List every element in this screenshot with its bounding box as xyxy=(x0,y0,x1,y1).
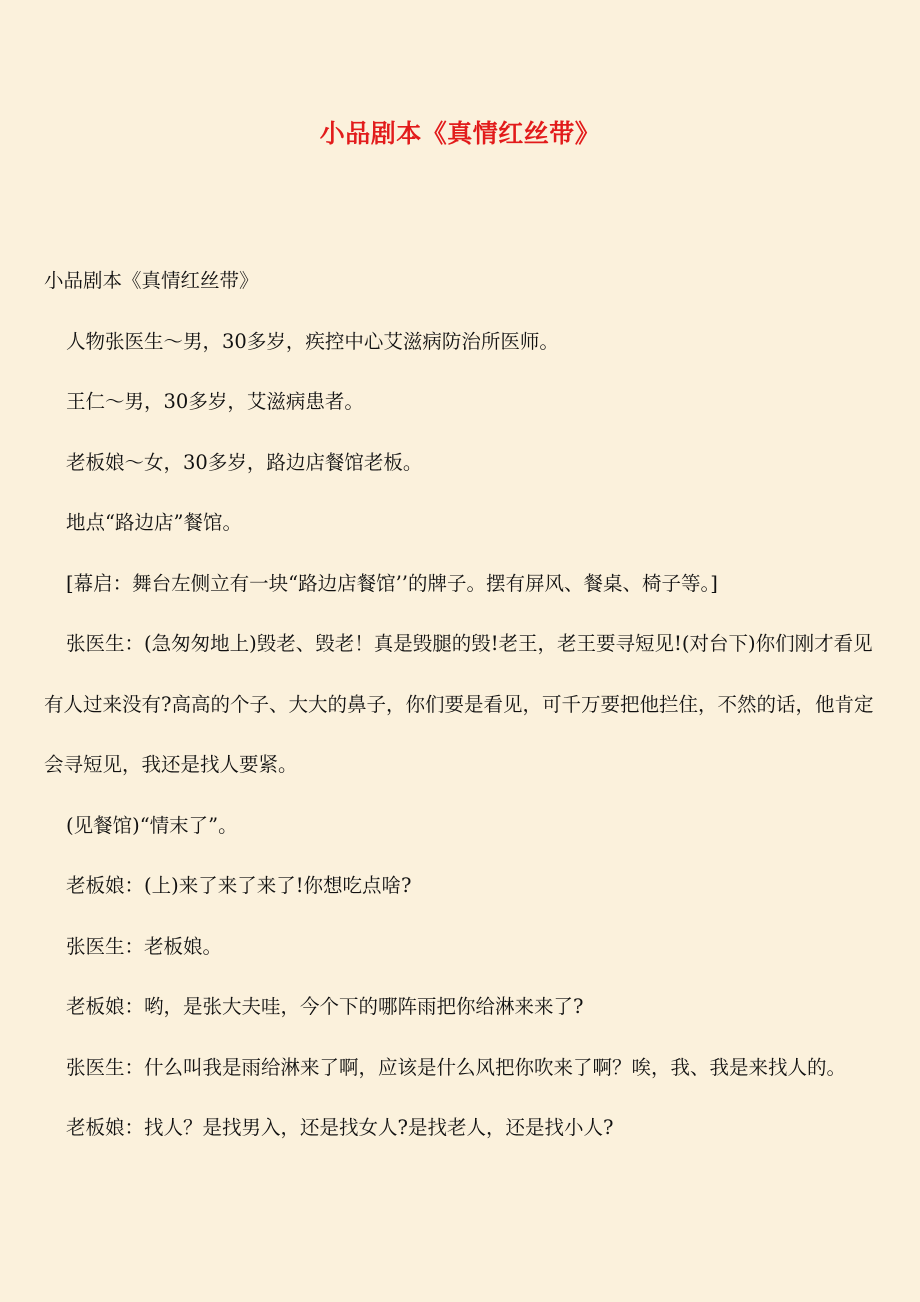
dialogue-line: 张医生：什么叫我是雨给淋来了啊，应该是什么风把你吹来了啊？唉，我、我是来找人的。 xyxy=(66,1055,847,1079)
script-heading: 小品剧本《真情红丝带》 xyxy=(44,269,259,292)
dialogue-line: 老板娘：找人？是找男入，还是找女人?是找老人，还是找小人? xyxy=(66,1116,614,1139)
dialogue-line: 老板娘：哟，是张大夫哇，今个下的哪阵雨把你给淋来来了? xyxy=(66,995,584,1018)
character-zhang: 人物张医生～男，30多岁，疾控中心艾滋病防治所医师。 xyxy=(66,329,559,353)
document-body xyxy=(44,251,880,1159)
character-boss-lady: 老板娘～女，30多岁，路边店餐馆老板。 xyxy=(66,450,423,474)
character-wang: 王仁～男，30多岁，艾滋病患者。 xyxy=(66,390,364,413)
dialogue-line: 老板娘：(上)来了来了来了!你想吃点啥? xyxy=(66,874,412,897)
document-title: 小品剧本《真情红丝带》 xyxy=(319,119,601,148)
stage-direction: [幕启：舞台左侧立有一块“路边店餐馆’’的牌子。摆有屏风、餐桌、椅子等。] xyxy=(66,571,718,595)
dialogue-line: 张医生：(急匆匆地上)毁老、毁老！真是毁腿的毁!老王，老王要寻短见!(对台下)你们刚才看见有人过来没有?高高的个子、大大的鼻子，你们要是看见，可千万要把他拦住，不然的话，他肯定会寻短见，我还是找人要紧。 xyxy=(44,632,874,776)
dialogue-line: 张医生：老板娘。 xyxy=(66,934,223,958)
dialogue-line: (见餐馆)“情末了”。 xyxy=(66,813,238,837)
location-line: 地点“路边店”餐馆。 xyxy=(66,511,242,534)
